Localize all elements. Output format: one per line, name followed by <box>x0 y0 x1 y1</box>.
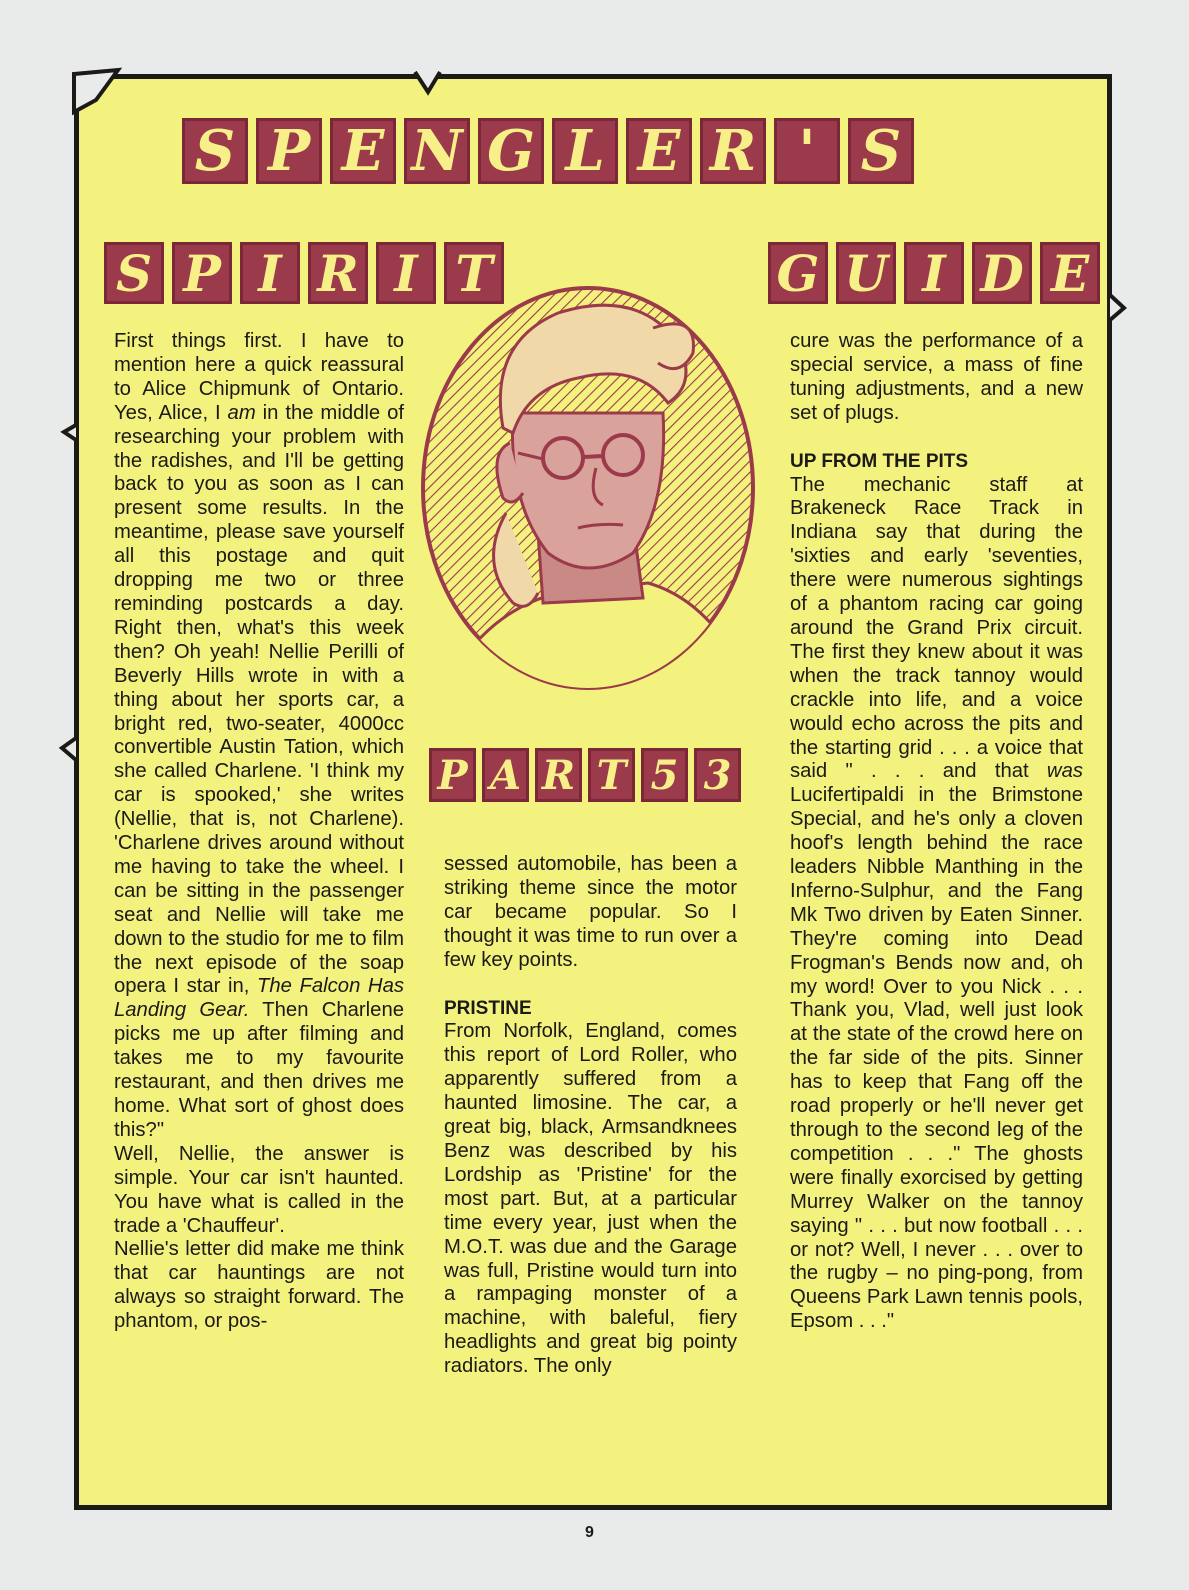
title-letter: L <box>552 118 618 184</box>
text-run: in the middle of researching your problem with the radishes, and I'll be getting back to you as soon as I can present some results. In the meantime, please save yourself all this postage and quit dropping me two or three reminding postcards a day. Right then, what's this week then? Oh yeah! Nellie Perilli of Beverly Hills wrote in with a thing about her sports car, a bright red, two-seater, 4000cc convertible Austin Tation, which she called Charlene. 'I think my car is spooked,' she writes (Nellie, that is, not Charlene). 'Charlene drives around without me having to take the wheel. I can be sitting in the passenger seat and Nellie will take me down to the studio for me to film the next episode of the soap opera I star in, <box>114 401 404 998</box>
title-letter: I <box>904 242 964 304</box>
column2-paragraph-1: sessed automobile, has been a striking theme since the motor car became popular. So I thought it was time to run over a few key points. <box>444 853 737 971</box>
column2-paragraph-2: From Norfolk, England, comes this report of Lord Roller, who apparently suffered from a haunted limosine. The car, a great big, black, Armsandknees Benz was described by his Lordship as 'Pristine' for the most part. But, at a particular time every year, just when the M.O.T. was due and the Garage was full, Pristine would turn into a rampaging monster of a machine, with baleful, fiery headlights and great big pointy radiators. The only <box>444 1020 737 1378</box>
section-heading-up-from-the-pits: UP FROM THE PITS <box>790 450 969 472</box>
title-letter: E <box>626 118 692 184</box>
article-column-3 <box>790 330 1083 1334</box>
title-guide <box>768 242 1100 304</box>
column1-paragraph-1 <box>114 330 404 1143</box>
page-number: 9 <box>585 1524 594 1541</box>
title-letter: S <box>182 118 248 184</box>
spengler-portrait-icon <box>418 283 768 703</box>
title-letter: E <box>330 118 396 184</box>
article-column-1 <box>114 330 404 1334</box>
title-letter: P <box>172 242 232 304</box>
text-run: The Falcon Has Landing Gear. <box>114 975 404 1022</box>
text-run: am <box>227 401 256 424</box>
part-letter: 3 <box>694 748 741 802</box>
title-letter: S <box>104 242 164 304</box>
part-number-banner <box>429 748 741 802</box>
title-letter: T <box>444 242 504 304</box>
part-letter: A <box>482 748 529 802</box>
title-letter: ' <box>774 118 840 184</box>
section-heading-pristine: PRISTINE <box>444 997 532 1019</box>
title-letter: R <box>308 242 368 304</box>
title-letter: N <box>404 118 470 184</box>
text-run: First things first. I have to mention here a quick reassural to Alice Chipmunk of Ontario. Yes, Alice, I <box>114 330 404 424</box>
part-letter: P <box>429 748 476 802</box>
part-letter: 5 <box>641 748 688 802</box>
column1-paragraph-3: Nellie's letter did make me think that car hauntings are not always so straight forward. The phantom, or pos- <box>114 1238 404 1333</box>
title-letter: R <box>700 118 766 184</box>
title-letter: G <box>478 118 544 184</box>
title-letter: I <box>376 242 436 304</box>
text-run: Lucifertipaldi in the Brimstone Special, and he's only a cloven hoof's length behind the race leaders Nibble Manthing in the Inferno-Sulphur, and the Fang Mk Two driven by Eaten Sinner. They're coming into Dead Frogman's Bends now and, oh my word! Over to you Nick . . . Thank you, Vlad, well just look at the state of the crowd here on the far side of the pits. Sinner has to keep that Fang off the road properly or he'll never get through to the second leg of the competition . . ." The ghosts were finally exorcised by getting Murrey Walker on the tannoy saying " . . . but now football . . . or not? Well, I never . . . over to the rugby – no ping-pong, from Queens Park Lawn tennis pools, Epsom . . ." <box>790 784 1083 1333</box>
title-letter: S <box>848 118 914 184</box>
column3-paragraph-1: cure was the performance of a special service, a mass of fine tuning adjustments, and a new set of plugs. <box>790 330 1083 424</box>
text-run: was <box>1046 760 1083 783</box>
title-letter: G <box>768 242 828 304</box>
title-letter: E <box>1040 242 1100 304</box>
column1-paragraph-2: Well, Nellie, the answer is simple. Your car isn't haunted. You have what is called in the trade a 'Chauffeur'. <box>114 1142 404 1237</box>
title-spenglers <box>182 118 914 184</box>
text-run: Then Charlene picks me up after filming and takes me to my favourite restaurant, and then drives me home. What sort of ghost does this?" <box>114 999 405 1141</box>
article-column-2 <box>444 853 737 1379</box>
part-letter: R <box>535 748 582 802</box>
title-letter: D <box>972 242 1032 304</box>
title-letter: U <box>836 242 896 304</box>
text-run: The mechanic staff at Brakeneck Race Track in Indiana say that during the 'sixties and early 'seventies, there were numerous sightings of a phantom racing car going around the Grand Prix circuit. The first they knew about it was when the track tannoy would crackle into life, and a voice would echo across the pits and the starting grid . . . a voice that said " . . . and that <box>790 473 1083 783</box>
title-letter: P <box>256 118 322 184</box>
column3-paragraph-2 <box>790 474 1083 1335</box>
part-letter: T <box>588 748 635 802</box>
title-letter: I <box>240 242 300 304</box>
